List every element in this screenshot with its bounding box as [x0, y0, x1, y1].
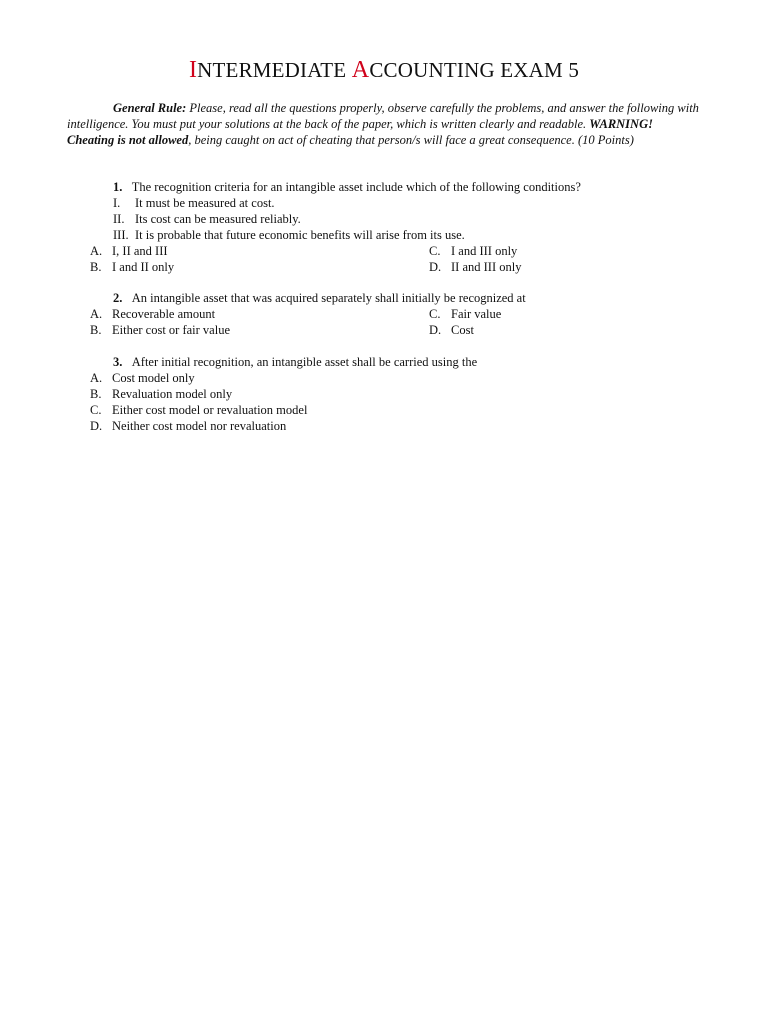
statement-2: [113, 211, 301, 227]
statement-1: [113, 195, 275, 211]
statement-1-text: It must be measured at cost.: [135, 196, 275, 210]
q2-option-b-letter: B.: [90, 323, 102, 337]
q2-option-a: [90, 306, 215, 322]
q1-option-d-letter: D.: [429, 260, 442, 274]
q2-option-b-text: Either cost or fair value: [112, 323, 231, 337]
question-1: [113, 179, 581, 195]
q3-option-b-text: Revaluation model only: [112, 387, 233, 401]
question-3-number: 3.: [113, 355, 123, 369]
q2-option-c-text: Fair value: [451, 307, 502, 321]
statement-3: [113, 227, 465, 243]
q2-option-a-text: Recoverable amount: [112, 307, 216, 321]
title-initial-a: A: [351, 57, 370, 83]
q1-option-c-text: I and III only: [451, 244, 518, 258]
q1-option-a-text: I, II and III: [112, 244, 168, 258]
statement-3-roman: III.: [113, 228, 129, 242]
warning-text: WARNING! Cheating is not allowed: [67, 117, 653, 147]
q1-option-b-text: I and II only: [112, 260, 175, 274]
exam-title: [0, 58, 768, 82]
q3-option-d: [90, 418, 286, 434]
q2-option-d: [429, 322, 474, 338]
q3-option-a-letter: A.: [90, 371, 103, 385]
q3-option-d-text: Neither cost model nor revaluation: [112, 419, 287, 433]
q3-option-a-text: Cost model only: [112, 371, 195, 385]
question-2-number: 2.: [113, 291, 123, 305]
question-2-text: An intangible asset that was acquired separately shall initially be recognized at: [131, 291, 526, 305]
q2-option-d-letter: D.: [429, 323, 442, 337]
question-3-text: After initial recognition, an intangible asset shall be carried using the: [131, 355, 478, 369]
q2-option-b: [90, 322, 230, 338]
q3-option-b-letter: B.: [90, 387, 102, 401]
q3-option-c: [90, 402, 307, 418]
q1-option-b: [90, 259, 174, 275]
q2-option-c-letter: C.: [429, 307, 441, 321]
general-rule-text-1: Please, read all the questions properly, observe carefully the problems, and answer the following with intelligence. You must put your solutions at the back of the paper, which is written clearly and readable.: [67, 101, 699, 131]
title-part-2: CCOUNTING EXAM 5: [369, 58, 580, 82]
title-initial-i: I: [188, 57, 198, 83]
question-2: [113, 290, 526, 306]
statement-3-text: It is probable that future economic benefits will arise from its use.: [135, 228, 465, 242]
q3-option-d-letter: D.: [90, 419, 103, 433]
general-rule: [67, 100, 703, 148]
q3-option-a: [90, 370, 195, 386]
q3-option-b: [90, 386, 232, 402]
statement-2-roman: II.: [113, 212, 125, 226]
q1-option-b-letter: B.: [90, 260, 102, 274]
q3-option-c-text: Either cost model or revaluation model: [112, 403, 308, 417]
q1-option-c: [429, 243, 517, 259]
q1-option-a-letter: A.: [90, 244, 103, 258]
q1-option-c-letter: C.: [429, 244, 441, 258]
statement-1-roman: I.: [113, 196, 121, 210]
q2-option-c: [429, 306, 501, 322]
general-rule-text-2: , being caught on act of cheating that person/s will face a great consequence. (10 Points): [188, 133, 634, 147]
general-rule-label: General Rule:: [113, 101, 187, 115]
q2-option-d-text: Cost: [451, 323, 474, 337]
q2-option-a-letter: A.: [90, 307, 103, 321]
statement-2-text: Its cost can be measured reliably.: [135, 212, 301, 226]
question-1-text: The recognition criteria for an intangible asset include which of the following conditions?: [131, 180, 581, 194]
question-1-number: 1.: [113, 180, 123, 194]
title-part-1: NTERMEDIATE: [197, 58, 352, 82]
q1-option-a: [90, 243, 168, 259]
q1-option-d-text: II and III only: [451, 260, 522, 274]
q3-option-c-letter: C.: [90, 403, 102, 417]
question-3: [113, 354, 477, 370]
q1-option-d: [429, 259, 521, 275]
